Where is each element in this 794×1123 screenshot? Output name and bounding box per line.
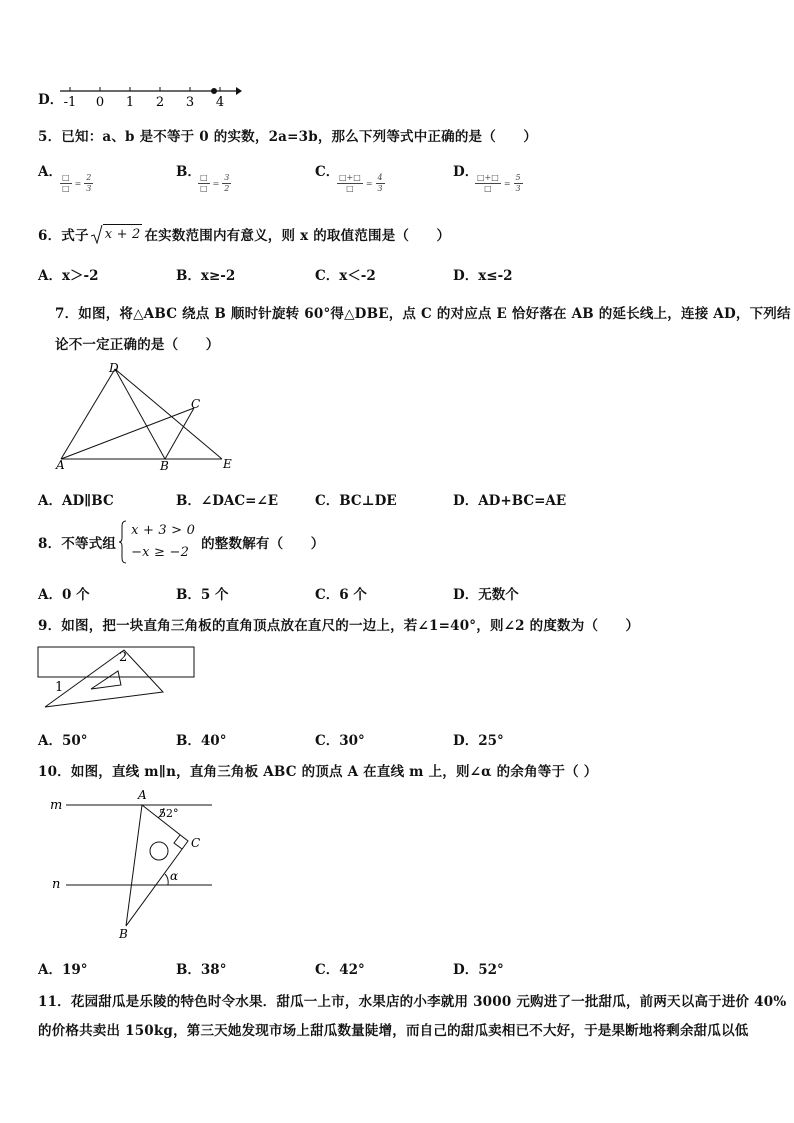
tick-label: 0 [95,95,105,110]
q8-option-a: A．0 个 [38,587,90,603]
vertex-c-label: C [191,836,201,850]
inequality-2: −x ≥ −2 [131,545,190,560]
figure-label-c: C [191,397,201,411]
q6-option-b: B．x≥-2 [176,268,236,284]
inequality-system [131,520,195,564]
q10-option-d: D．52° [453,962,504,978]
q7-option-a: A．AD∥BC [38,493,114,509]
q6-stem: 6．式子 x + 2 在实数范围内有意义，则 x 的取值范围是（ ） [38,224,450,244]
q7-stem-line1: 7．如图，将△ABC 绕点 B 顺时针旋转 60°得△DBE，点 C 的对应点 E 恰好落在 AB 的延长线上，连接 AD，下列结 [55,306,791,322]
q7-option-c: C．BC⊥DE [315,493,397,509]
q6-option-a: A．x＞-2 [38,268,99,284]
q5-option-a-formula: $\frac{□}{□}$ = $\frac{2}{3}$ [62,173,92,193]
figure-label-e: E [223,457,232,471]
q7-option-d: D．AD+BC=AE [453,493,567,509]
q7-figure [52,360,240,475]
tick-label: -1 [63,95,77,110]
q8-option-d: D．无数个 [453,587,519,603]
option-label: A． [38,164,62,180]
q4-option-d-label: D． [38,92,64,108]
q9-stem: 9．如图，把一块直角三角板的直角顶点放在直尺的一边上，若∠1=40°，则∠2 的度数为（ ） [38,618,640,634]
q11-line2: 的价格共卖出 150kg，第三天她发现市场上甜瓜数量陡增，而自己的甜瓜卖相已不大好，于是果断地将剩余甜瓜以低 [38,1023,749,1039]
figure-label-d: D [109,361,119,375]
sqrt-expression: x + 2 [91,224,143,244]
q5-stem: 5．已知：a、b 是不等于 0 的实数，2a=3b，那么下列等式中正确的是（ ） [38,129,538,145]
line-n-label: n [52,877,61,892]
q8-stem: 8．不等式组 x + 3 > 0 −x ≥ −2 的整数解有（ ） [38,520,324,564]
q10-option-a: A．19° [38,962,88,978]
tick-label: 2 [155,95,165,110]
q6-option-c: C．x＜-2 [315,268,376,284]
q6-option-d: D．x≤-2 [453,268,513,284]
q8-option-b: B．5 个 [176,587,229,603]
q4-solid-dot [211,88,217,94]
q5-option-d-formula: $\frac{□+□}{□}$ = $\frac{5}{3}$ [477,173,521,193]
q10-stem: 10．如图，直线 m∥n，直角三角板 ABC 的顶点 A 在直线 m 上，则∠α 的余角等于（ ） [38,764,598,780]
figure-label-b: B [160,459,169,473]
q5-option-c [315,160,339,180]
q10-option-b: B．38° [176,962,227,978]
tick-label: 4 [215,95,225,110]
vertex-a-label: A [138,788,147,802]
q4-number-line [58,82,243,112]
angle-2-label: 2 [119,650,128,665]
figure-label-a: A [56,458,65,472]
inequality-1: x + 3 > 0 [131,523,196,538]
option-label: D． [453,164,479,180]
q10-figure [46,786,218,944]
alpha-label: α [170,869,179,883]
q5-option-a [38,160,62,180]
q5-option-c-formula: $\frac{□+□}{□}$ = $\frac{4}{3}$ [339,173,383,193]
line-m-label: m [50,798,63,813]
vertex-b-label: B [119,927,128,941]
q9-option-c: C．30° [315,733,365,749]
q7-stem-line2: 论不一定正确的是（ ） [55,337,220,353]
angle-1-label: 1 [55,680,64,695]
q10-option-c: C．42° [315,962,365,978]
q9-option-a: A．50° [38,733,88,749]
q9-figure [36,645,198,711]
option-label: C． [315,164,340,180]
angle-52-label: 52° [159,807,179,820]
q9-option-b: B．40° [176,733,227,749]
left-brace-icon [118,520,128,564]
q8-option-c: C．6 个 [315,587,367,603]
tick-label: 1 [125,95,135,110]
q7-option-b: B．∠DAC=∠E [176,493,279,509]
q9-option-d: D．25° [453,733,504,749]
tick-label: 3 [185,95,195,110]
option-label: B． [176,164,201,180]
q5-option-b-formula: $\frac{□}{□}$ = $\frac{3}{2}$ [200,173,230,193]
q11-line1: 11．花园甜瓜是乐陵的特色时令水果．甜瓜一上市，水果店的小李就用 3000 元购进了一批甜瓜，前两天以高于进价 40% [38,994,787,1010]
